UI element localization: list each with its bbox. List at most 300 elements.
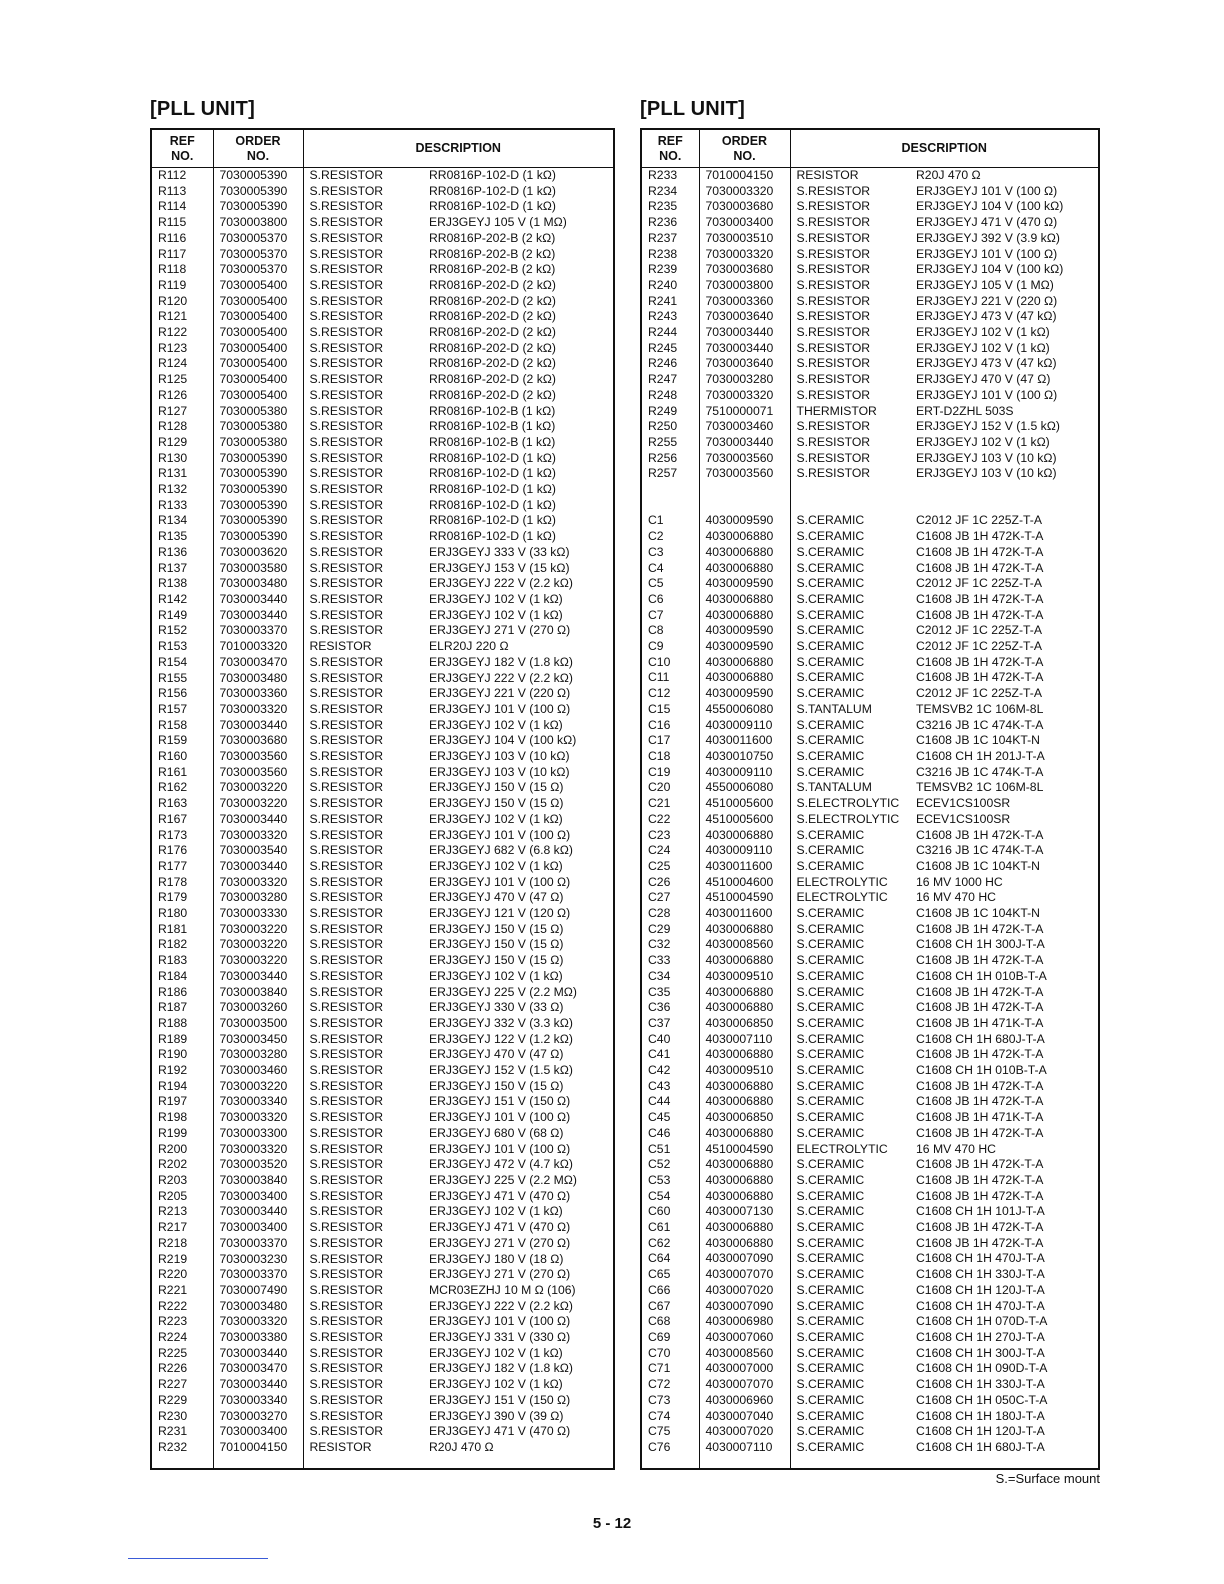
table-row	[641, 733, 1099, 749]
part-type-cell: S.RESISTOR	[309, 293, 384, 308]
part-type-cell: S.CERAMIC	[796, 1251, 865, 1266]
order-no-cell: 7030003620	[213, 545, 303, 561]
ref-no-cell: R230	[151, 1409, 213, 1425]
table-row	[151, 1314, 614, 1330]
part-spec-cell: ERJ3GEYJ 225 V (2.2 MΩ)	[429, 1173, 577, 1187]
part-type-cell: S.CERAMIC	[796, 1110, 865, 1125]
ref-no-cell: C53	[641, 1173, 699, 1189]
part-spec-cell: C1608 CH 1H 201J-T-A	[916, 748, 1045, 763]
table-row	[151, 184, 614, 200]
part-type-cell: S.CERAMIC	[796, 984, 865, 999]
part-type-cell: S.RESISTOR	[309, 591, 384, 606]
part-type-cell: S.RESISTOR	[309, 199, 384, 214]
table-row	[641, 1361, 1099, 1377]
ref-no-cell: C52	[641, 1157, 699, 1173]
ref-no-cell: C62	[641, 1236, 699, 1252]
filler-cell	[423, 1456, 614, 1469]
table-row	[151, 639, 614, 655]
ref-no-cell: R124	[151, 356, 213, 372]
table-row	[641, 1346, 1099, 1362]
part-type-cell: S.CERAMIC	[796, 827, 865, 842]
order-no-cell: 7030003560	[213, 749, 303, 765]
table-row	[641, 1032, 1099, 1048]
order-no-cell: 7030003470	[213, 1361, 303, 1377]
ref-no-cell: C2	[641, 529, 699, 545]
ref-no-cell: R249	[641, 404, 699, 420]
part-type-cell: S.CERAMIC	[796, 529, 865, 544]
part-type-cell: S.RESISTOR	[309, 984, 384, 999]
order-no-cell: 7030005400	[213, 356, 303, 372]
part-spec-cell: C1608 JB 1H 472K-T-A	[916, 953, 1044, 968]
table-row	[641, 1110, 1099, 1126]
ref-no-cell: R125	[151, 372, 213, 388]
ref-no-cell: R182	[151, 937, 213, 953]
order-no-cell: 4030009590	[699, 639, 790, 655]
order-no-cell: 4030006880	[699, 670, 790, 686]
table-row	[641, 608, 1099, 624]
part-type-cell: RESISTOR	[796, 168, 859, 182]
order-no-cell: 7030005370	[213, 231, 303, 247]
table-row	[641, 1299, 1099, 1315]
part-spec-cell: ERJ3GEYJ 101 V (100 Ω)	[429, 1314, 571, 1329]
filler-cell	[699, 1456, 790, 1469]
part-type-cell: S.CERAMIC	[796, 1157, 865, 1172]
ref-no-cell: C54	[641, 1189, 699, 1205]
ref-no-cell: R167	[151, 812, 213, 828]
ref-no-cell: C42	[641, 1063, 699, 1079]
part-type-cell: S.CERAMIC	[796, 1282, 865, 1297]
table-row	[641, 294, 1099, 310]
ref-no-cell: R115	[151, 215, 213, 231]
right-parts-table	[640, 128, 1100, 1470]
table-row	[151, 262, 614, 278]
table-row	[151, 294, 614, 310]
order-header-text: ORDER NO.	[721, 133, 768, 163]
order-no-cell: 7030005390	[213, 451, 303, 467]
part-type-cell: S.RESISTOR	[309, 183, 384, 198]
part-type-cell: S.RESISTOR	[309, 1094, 384, 1109]
table-row	[151, 1346, 614, 1362]
part-spec-cell: ERJ3GEYJ 470 V (47 Ω)	[916, 372, 1051, 387]
part-spec-cell: ERJ3GEYJ 102 V (1 kΩ)	[916, 434, 1050, 449]
ref-no-cell: R219	[151, 1252, 213, 1268]
part-type-cell: S.RESISTOR	[309, 796, 384, 811]
table-row	[151, 937, 614, 953]
part-spec-cell: ERJ3GEYJ 180 V (18 Ω)	[429, 1251, 564, 1266]
table-row	[641, 1204, 1099, 1220]
ref-no-cell: R126	[151, 388, 213, 404]
ref-no-cell: R127	[151, 404, 213, 420]
ref-no-cell: R244	[641, 325, 699, 341]
table-row	[641, 372, 1099, 388]
right-section-title: [PLL UNIT]	[640, 98, 745, 120]
table-row	[151, 1409, 614, 1425]
table-row	[151, 749, 614, 765]
table-row	[641, 1173, 1099, 1189]
ref-no-cell: R241	[641, 294, 699, 310]
part-spec-cell: C1608 CH 1H 180J-T-A	[916, 1408, 1045, 1423]
table-row	[151, 529, 614, 545]
part-spec-cell: RR0816P-202-D (2 kΩ)	[429, 277, 556, 292]
order-no-cell: 4030011600	[699, 733, 790, 749]
part-spec-cell: RR0816P-102-D (1 kΩ)	[429, 466, 556, 481]
part-spec-cell: C2012 JF 1C 225Z-T-A	[916, 576, 1042, 591]
table-row	[151, 1267, 614, 1283]
table-row	[641, 309, 1099, 325]
order-no-cell: 4030006880	[699, 1047, 790, 1063]
part-spec-cell: ERJ3GEYJ 101 V (100 Ω)	[916, 387, 1058, 402]
ref-no-cell: C69	[641, 1330, 699, 1346]
order-no-cell: 7030003260	[213, 1000, 303, 1016]
part-spec-cell: ERJ3GEYJ 102 V (1 kΩ)	[916, 325, 1050, 340]
part-spec-cell: ERJ3GEYJ 101 V (100 Ω)	[429, 1141, 571, 1156]
order-no-cell: 7030003440	[213, 608, 303, 624]
ref-no-cell: C71	[641, 1361, 699, 1377]
order-no-cell: 7030005400	[213, 388, 303, 404]
table-row	[641, 1377, 1099, 1393]
ref-no-cell: R136	[151, 545, 213, 561]
order-no-cell: 4030006880	[699, 545, 790, 561]
ref-no-cell: R200	[151, 1142, 213, 1158]
part-type-cell: S.CERAMIC	[796, 1204, 865, 1219]
part-type-cell: S.CERAMIC	[796, 591, 865, 606]
part-type-cell: S.RESISTOR	[309, 1267, 384, 1282]
part-type-cell: S.CERAMIC	[796, 1015, 865, 1030]
part-spec-cell: ERJ3GEYJ 101 V (100 Ω)	[429, 701, 571, 716]
ref-no-cell: R224	[151, 1330, 213, 1346]
part-type-cell: S.RESISTOR	[796, 183, 871, 198]
part-type-cell: S.RESISTOR	[796, 450, 871, 465]
part-type-cell: S.RESISTOR	[309, 309, 384, 324]
table-row	[151, 466, 614, 482]
ref-no-cell: R156	[151, 686, 213, 702]
order-no-cell: 7030003440	[213, 592, 303, 608]
ref-no-cell: R232	[151, 1440, 213, 1456]
part-spec-cell: ERJ3GEYJ 150 V (15 Ω)	[429, 921, 564, 936]
ref-no-cell: C12	[641, 686, 699, 702]
ref-no-cell: C20	[641, 780, 699, 796]
ref-no-cell: R177	[151, 859, 213, 875]
order-no-cell: 4510005600	[699, 812, 790, 828]
part-type-cell: S.CERAMIC	[796, 1125, 865, 1140]
order-no-cell: 7030003540	[213, 843, 303, 859]
part-type-cell: S.RESISTOR	[309, 654, 384, 669]
ref-no-cell: R202	[151, 1157, 213, 1173]
order-no-header	[699, 129, 790, 168]
order-no-cell: 4550006080	[699, 702, 790, 718]
ref-no-cell: C60	[641, 1204, 699, 1220]
part-type-cell: S.RESISTOR	[309, 482, 384, 497]
table-row	[151, 875, 614, 891]
part-spec-cell: ERJ3GEYJ 104 V (100 kΩ)	[429, 733, 577, 748]
part-spec-cell: C1608 JB 1H 472K-T-A	[916, 827, 1044, 842]
table-row	[151, 325, 614, 341]
part-spec-cell: ERJ3GEYJ 472 V (4.7 kΩ)	[429, 1157, 573, 1172]
order-no-cell: 4030009590	[699, 623, 790, 639]
ref-no-cell: R163	[151, 796, 213, 812]
part-spec-cell: ERJ3GEYJ 152 V (1.5 kΩ)	[429, 1063, 573, 1078]
table-row	[641, 1267, 1099, 1283]
order-no-cell: 4030006880	[699, 592, 790, 608]
ref-no-cell: C8	[641, 623, 699, 639]
part-type-cell: S.RESISTOR	[309, 230, 384, 245]
table-row	[641, 1220, 1099, 1236]
ref-no-cell: R162	[151, 780, 213, 796]
ref-no-cell: R142	[151, 592, 213, 608]
ref-no-cell: C33	[641, 953, 699, 969]
table-row	[151, 953, 614, 969]
order-no-cell: 7030003220	[213, 937, 303, 953]
table-row	[641, 953, 1099, 969]
part-type-cell: S.RESISTOR	[309, 1298, 384, 1313]
ref-no-cell: R197	[151, 1094, 213, 1110]
part-type-cell: S.RESISTOR	[309, 544, 384, 559]
order-no-cell: 7030003280	[213, 1047, 303, 1063]
table-row	[151, 718, 614, 734]
table-row	[641, 890, 1099, 906]
ref-no-cell: C16	[641, 718, 699, 734]
part-type-cell: S.CERAMIC	[796, 921, 865, 936]
part-spec-cell: ERJ3GEYJ 470 V (47 Ω)	[429, 1047, 564, 1062]
ref-no-cell: R153	[151, 639, 213, 655]
filler-cell	[303, 1456, 423, 1469]
ref-no-cell: C19	[641, 765, 699, 781]
order-no-cell: 7030003440	[213, 1377, 303, 1393]
order-no-cell: 7030005380	[213, 435, 303, 451]
part-spec-cell: ERJ3GEYJ 102 V (1 kΩ)	[429, 1204, 563, 1219]
ref-no-cell: R231	[151, 1424, 213, 1440]
part-type-cell: S.CERAMIC	[796, 1439, 865, 1454]
order-no-cell: 7030003400	[213, 1424, 303, 1440]
part-type-cell: S.RESISTOR	[309, 215, 384, 230]
part-spec-cell: ERJ3GEYJ 105 V (1 MΩ)	[916, 277, 1054, 292]
part-type-cell: S.CERAMIC	[796, 513, 865, 528]
part-spec-cell: C1608 CH 1H 680J-T-A	[916, 1031, 1045, 1046]
order-no-cell: 4030006880	[699, 1220, 790, 1236]
table-row	[641, 247, 1099, 263]
order-no-cell: 7030003320	[699, 388, 790, 404]
table-row	[641, 545, 1099, 561]
ref-no-cell: C26	[641, 875, 699, 891]
order-no-cell: 4030007040	[699, 1409, 790, 1425]
part-type-cell: S.RESISTOR	[309, 1110, 384, 1125]
part-type-cell: S.CERAMIC	[796, 1047, 865, 1062]
ref-no-cell	[641, 498, 699, 514]
ref-no-cell: R122	[151, 325, 213, 341]
table-row	[641, 639, 1099, 655]
part-type-cell: S.CERAMIC	[796, 1063, 865, 1078]
part-spec-cell: ERJ3GEYJ 471 V (470 Ω)	[429, 1188, 571, 1203]
order-no-cell: 4030007130	[699, 1204, 790, 1220]
part-spec-cell: ECEV1CS100SR	[916, 796, 1011, 811]
table-row	[641, 1393, 1099, 1409]
part-spec-cell: C1608 JB 1H 472K-T-A	[916, 670, 1044, 685]
table-row	[641, 937, 1099, 953]
order-no-cell: 7030003280	[699, 372, 790, 388]
order-no-cell: 7030005400	[213, 309, 303, 325]
part-type-cell: S.RESISTOR	[309, 1204, 384, 1219]
part-type-cell: S.RESISTOR	[309, 1125, 384, 1140]
table-row	[641, 451, 1099, 467]
order-no-cell: 7030003320	[213, 875, 303, 891]
part-type-cell: S.RESISTOR	[309, 1063, 384, 1078]
order-no-cell: 4030007110	[699, 1032, 790, 1048]
table-row	[151, 906, 614, 922]
order-no-cell: 7030003680	[699, 262, 790, 278]
part-type-cell: S.CERAMIC	[796, 1078, 865, 1093]
ref-no-cell: R184	[151, 969, 213, 985]
order-no-cell: 4030006980	[699, 1314, 790, 1330]
table-row	[641, 356, 1099, 372]
order-no-cell: 7030003400	[699, 215, 790, 231]
ref-no-cell: C67	[641, 1299, 699, 1315]
part-type-cell: S.RESISTOR	[309, 623, 384, 638]
ref-no-cell: C72	[641, 1377, 699, 1393]
order-no-cell: 7030005390	[213, 498, 303, 514]
table-row	[641, 1094, 1099, 1110]
ref-no-cell: R176	[151, 843, 213, 859]
part-spec-cell: C1608 JB 1H 472K-T-A	[916, 984, 1044, 999]
ref-no-cell: R234	[641, 184, 699, 200]
part-spec-cell: C1608 CH 1H 470J-T-A	[916, 1251, 1045, 1266]
ref-no-cell: C5	[641, 576, 699, 592]
table-row	[641, 765, 1099, 781]
table-row	[641, 749, 1099, 765]
table-row	[641, 686, 1099, 702]
ref-no-cell: R117	[151, 247, 213, 263]
table-row	[641, 985, 1099, 1001]
part-spec-cell: C1608 JB 1H 472K-T-A	[916, 591, 1044, 606]
part-spec-cell: ERJ3GEYJ 102 V (1 kΩ)	[429, 607, 563, 622]
order-no-cell: 7030005390	[213, 482, 303, 498]
order-no-cell: 7030003320	[213, 1142, 303, 1158]
part-spec-cell: ERJ3GEYJ 471 V (470 Ω)	[916, 215, 1058, 230]
ref-no-cell: R217	[151, 1220, 213, 1236]
part-spec-cell: RR0816P-102-D (1 kΩ)	[429, 497, 556, 512]
part-type-cell	[790, 498, 910, 514]
table-row	[641, 670, 1099, 686]
table-row	[151, 451, 614, 467]
part-spec-cell: ERJ3GEYJ 102 V (1 kΩ)	[429, 1345, 563, 1360]
order-no-cell: 7030003640	[699, 356, 790, 372]
order-no-cell: 7030005390	[213, 529, 303, 545]
ref-no-cell: R240	[641, 278, 699, 294]
ref-no-cell: R188	[151, 1016, 213, 1032]
order-no-cell: 7010004150	[699, 168, 790, 184]
part-type-cell: S.RESISTOR	[309, 1078, 384, 1093]
order-no-cell: 4030009110	[699, 765, 790, 781]
order-no-cell: 4030006880	[699, 1126, 790, 1142]
part-type-cell: S.RESISTOR	[309, 953, 384, 968]
table-header	[151, 129, 614, 168]
table-row	[641, 843, 1099, 859]
part-type-cell: S.CERAMIC	[796, 1377, 865, 1392]
ref-no-cell: C70	[641, 1346, 699, 1362]
order-no-cell: 7030003320	[213, 1314, 303, 1330]
ref-no-cell: C37	[641, 1016, 699, 1032]
ref-no-cell: C24	[641, 843, 699, 859]
table-row	[151, 1204, 614, 1220]
ref-no-cell: R194	[151, 1079, 213, 1095]
part-type-cell: S.RESISTOR	[796, 230, 871, 245]
ref-no-cell: C51	[641, 1142, 699, 1158]
table-row	[641, 215, 1099, 231]
ref-no-cell: R173	[151, 828, 213, 844]
order-no-cell: 7030003440	[213, 859, 303, 875]
table-row	[151, 1220, 614, 1236]
part-type-cell: S.RESISTOR	[309, 937, 384, 952]
order-no-cell: 7030005390	[213, 168, 303, 184]
ref-header-text: REF NO.	[169, 133, 195, 163]
table-row	[641, 828, 1099, 844]
part-spec-cell: C1608 CH 1H 300J-T-A	[916, 937, 1045, 952]
ref-no-cell: C61	[641, 1220, 699, 1236]
order-no-cell: 7030005390	[213, 184, 303, 200]
part-type-cell: S.CERAMIC	[796, 1220, 865, 1235]
part-spec-cell: R20J 470 Ω	[429, 1439, 494, 1454]
part-spec-cell: ERJ3GEYJ 150 V (15 Ω)	[429, 1078, 564, 1093]
order-no-cell: 7030003460	[699, 419, 790, 435]
order-no-cell: 7030003320	[213, 1110, 303, 1126]
table-row	[641, 1283, 1099, 1299]
table-row	[641, 482, 1099, 498]
table-row	[641, 1409, 1099, 1425]
table-row	[151, 1142, 614, 1158]
ref-no-cell: R120	[151, 294, 213, 310]
ref-no-cell: C6	[641, 592, 699, 608]
part-type-cell: S.CERAMIC	[796, 670, 865, 685]
table-row	[151, 545, 614, 561]
part-type-cell: S.RESISTOR	[309, 1173, 384, 1187]
ref-no-cell: C27	[641, 890, 699, 906]
part-spec-cell: 16 MV 1000 HC	[916, 874, 1003, 889]
table-row	[641, 1314, 1099, 1330]
part-type-cell: S.RESISTOR	[309, 1361, 384, 1376]
right-table-body	[641, 168, 1099, 1470]
part-type-cell: S.RESISTOR	[309, 246, 384, 261]
part-type-cell: S.RESISTOR	[796, 246, 871, 261]
ref-no-cell: R179	[151, 890, 213, 906]
order-no-cell: 4030006880	[699, 608, 790, 624]
part-spec-cell: ERJ3GEYJ 102 V (1 kΩ)	[429, 858, 563, 873]
part-type-cell: S.CERAMIC	[796, 1172, 865, 1187]
part-spec-cell: ERJ3GEYJ 222 V (2.2 kΩ)	[429, 670, 573, 685]
part-type-cell: S.RESISTOR	[309, 780, 384, 795]
part-spec-cell: ERJ3GEYJ 103 V (10 kΩ)	[429, 764, 570, 779]
part-spec-cell: C1608 CH 1H 270J-T-A	[916, 1330, 1045, 1344]
order-no-cell: 7030003330	[213, 906, 303, 922]
part-type-cell: S.CERAMIC	[796, 560, 865, 575]
ref-no-cell: R225	[151, 1346, 213, 1362]
order-no-cell: 7030003680	[213, 733, 303, 749]
part-type-cell: S.CERAMIC	[796, 1000, 865, 1015]
part-type-cell: S.RESISTOR	[309, 968, 384, 983]
part-type-cell: S.CERAMIC	[796, 1345, 865, 1360]
table-row	[151, 828, 614, 844]
order-no-cell: 7030003360	[699, 294, 790, 310]
part-spec-cell: MCR03EZHJ 10 M Ω (106)	[429, 1282, 576, 1297]
ref-no-cell: C45	[641, 1110, 699, 1126]
table-row	[641, 262, 1099, 278]
part-spec-cell: C2012 JF 1C 225Z-T-A	[916, 623, 1042, 638]
table-row	[151, 1377, 614, 1393]
ref-no-cell: R135	[151, 529, 213, 545]
ref-no-cell: R132	[151, 482, 213, 498]
order-no-cell: 7010004150	[213, 1440, 303, 1456]
table-row	[641, 388, 1099, 404]
ref-no-cell: R199	[151, 1126, 213, 1142]
order-no-cell: 7030003640	[699, 309, 790, 325]
